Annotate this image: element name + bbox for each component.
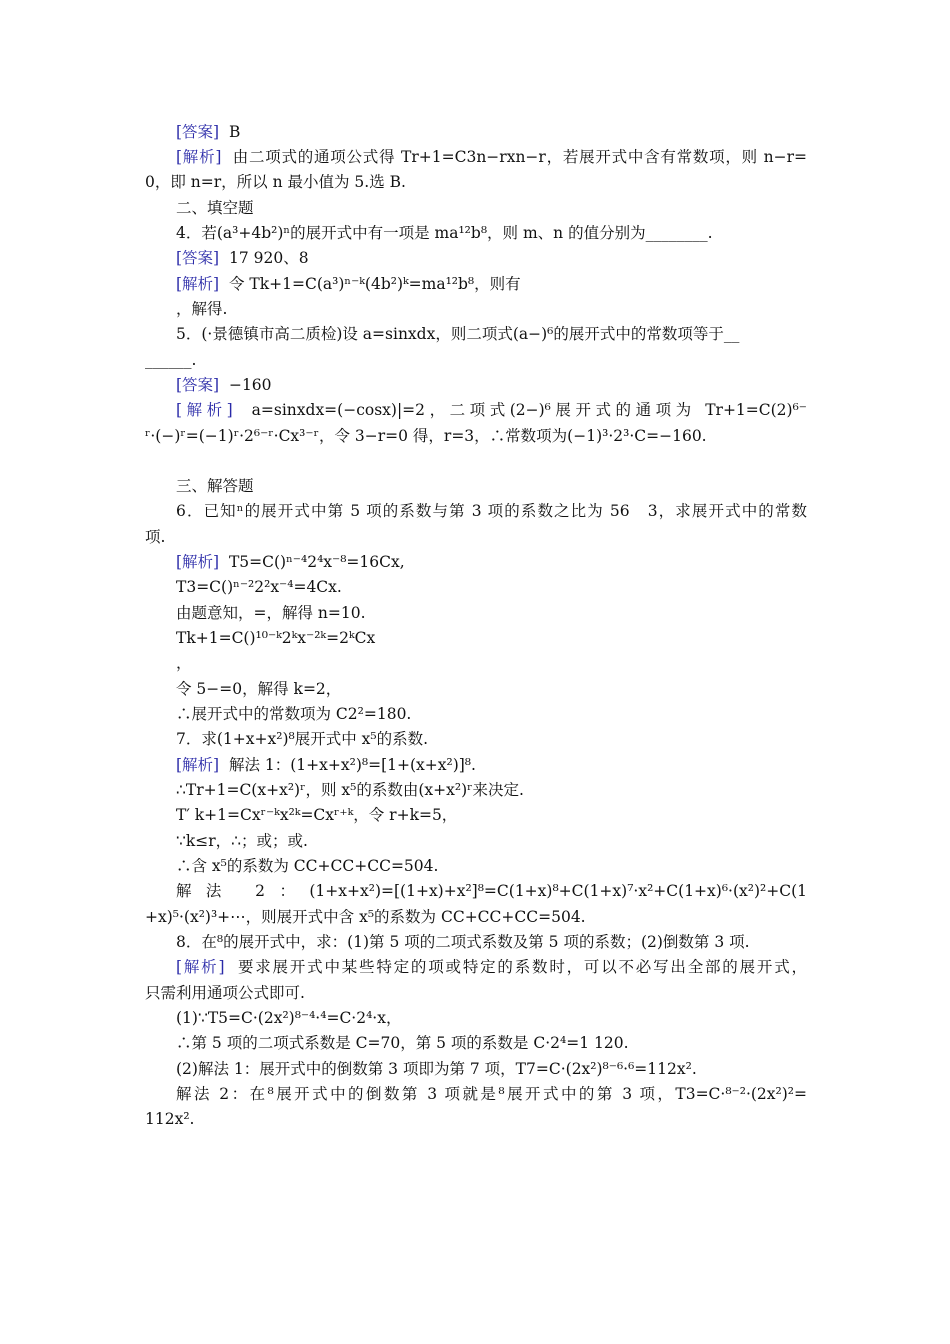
- line-text: 由二项式的通项公式得 Tr+1=C3n−rxn−r，若展开式中含有常数项，则 n−r=: [221, 148, 807, 166]
- text-line: T3=C()ⁿ⁻²2²x⁻⁴=4Cx.: [176, 578, 342, 596]
- text-line: ，解得.: [176, 300, 228, 318]
- text-line: ∴Tr+1=C(x+x²)ʳ，则 x⁵的系数由(x+x²)ʳ来决定.: [176, 781, 524, 799]
- analysis-line-q8: [176, 955, 807, 981]
- question-7: 7．求(1+x+x²)⁸展开式中 x⁵的系数.: [176, 730, 429, 748]
- line-text: 17 920、8: [219, 249, 309, 267]
- text-line: 解法 2：在⁸展开式中的倒数第 3 项就是⁸展开式中的第 3 项，T3=C·⁸⁻²·(2x²)²=: [176, 1085, 807, 1103]
- analysis-line-q4: [176, 272, 807, 298]
- analysis-line-q5: [176, 398, 807, 424]
- analysis-tag: [解析]: [176, 275, 220, 293]
- analysis-line-q6: [176, 550, 807, 576]
- analysis-tag: [解析]: [176, 958, 225, 976]
- text-line: (2)解法 1：展开式中的倒数第 3 项即为第 7 项，T7=C·(2x²)⁸⁻⁶·⁶=112x².: [176, 1060, 697, 1078]
- answer-line-q3: [176, 120, 807, 146]
- analysis-line-q7: [176, 753, 807, 779]
- line-text: 解法 1：(1+x+x²)⁸=[1+(x+x²)]⁸.: [219, 756, 476, 774]
- text-line: 项.: [145, 528, 166, 546]
- text-line: (1)∵T5=C·(2x²)⁸⁻⁴·⁴=C·2⁴·x，: [176, 1009, 402, 1027]
- text-line: 0，即 n=r，所以 n 最小值为 5.选 B.: [145, 173, 406, 191]
- question-5: 5．(·景德镇市高二质检)设 a=sinxdx，则二项式(a−)⁶的展开式中的常数项等于__: [176, 325, 740, 343]
- text-line: +x)⁵·(x²)³+⋯，则展开式中含 x⁵的系数为 CC+CC+CC=504.: [145, 908, 586, 926]
- line-text: a=sinxdx=(−cosx)|=2，二项式(2−)⁶展开式的通项为 Tr+1=C(2)⁶⁻: [232, 401, 807, 419]
- line-text: −160: [219, 376, 272, 394]
- text-line: ∵k≤r，∴；或；或.: [176, 832, 308, 850]
- text-line: 令 5−=0，解得 k=2，: [176, 680, 342, 698]
- line-text: 要求展开式中某些特定的项或特定的系数时，可以不必写出全部的展开式，: [224, 958, 807, 976]
- analysis-tag: [解析]: [176, 553, 220, 571]
- answer-tag: [答案]: [176, 123, 220, 141]
- answer-tag: [答案]: [176, 249, 220, 267]
- text-line: 112x².: [145, 1110, 195, 1128]
- analysis-tag: [解析]: [176, 148, 222, 166]
- line-text: B: [219, 123, 241, 141]
- answer-tag: [答案]: [176, 376, 220, 394]
- text-line: 由题意知，=，解得 n=10.: [176, 604, 366, 622]
- text-line: ∴第 5 项的二项式系数是 C=70，第 5 项的系数是 C·2⁴=1 120.: [176, 1034, 629, 1052]
- text-line: T′ k+1=Cxʳ⁻ᵏx²ᵏ=Cxʳ⁺ᵏ，令 r+k=5，: [176, 806, 458, 824]
- analysis-line-q3: [176, 145, 807, 171]
- answer-line-q5: [176, 373, 807, 399]
- section-heading-answer-questions: 三、解答题: [176, 477, 254, 495]
- question-4: 4．若(a³+4b²)ⁿ的展开式中有一项是 ma¹²b⁸，则 m、n 的值分别为________.: [176, 224, 713, 242]
- text-line: ______.: [145, 351, 197, 369]
- text-line: 只需利用通项公式即可.: [145, 984, 305, 1002]
- answer-line-q4: [176, 246, 807, 272]
- analysis-tag: [解析]: [176, 756, 220, 774]
- line-text: 令 Tk+1=C(a³)ⁿ⁻ᵏ(4b²)ᵏ=ma¹²b⁸，则有: [219, 275, 521, 293]
- text-line: ∴展开式中的常数项为 C2²=180.: [176, 705, 412, 723]
- question-8: 8．在⁸的展开式中，求：(1)第 5 项的二项式系数及第 5 项的系数；(2)倒数第 3 项.: [176, 933, 750, 951]
- text-line: ʳ·(−)ʳ=(−1)ʳ·2⁶⁻ʳ·Cx³⁻ʳ，令 3−r=0 得，r=3，∴常数项为(−1)³·2³·C=−160.: [145, 427, 707, 445]
- text-line: 解法 2：(1+x+x²)=[(1+x)+x²]⁸=C(1+x)⁸+C(1+x)⁷·x²+C(1+x)⁶·(x²)²+C(1: [176, 882, 807, 900]
- question-6: 6．已知ⁿ的展开式中第 5 项的系数与第 3 项的系数之比为 56 3，求展开式中的常数: [176, 502, 807, 520]
- text-line: ∴含 x⁵的系数为 CC+CC+CC=504.: [176, 857, 439, 875]
- section-heading-fill-blank: 二、填空题: [176, 199, 254, 217]
- analysis-tag: [解析]: [176, 401, 233, 419]
- line-text: T5=C()ⁿ⁻⁴2⁴x⁻⁸=16Cx,: [219, 553, 405, 571]
- text-line: ，: [176, 654, 192, 672]
- text-line: Tk+1=C()¹⁰⁻ᵏ2ᵏx⁻²ᵏ=2ᵏCx: [176, 629, 376, 647]
